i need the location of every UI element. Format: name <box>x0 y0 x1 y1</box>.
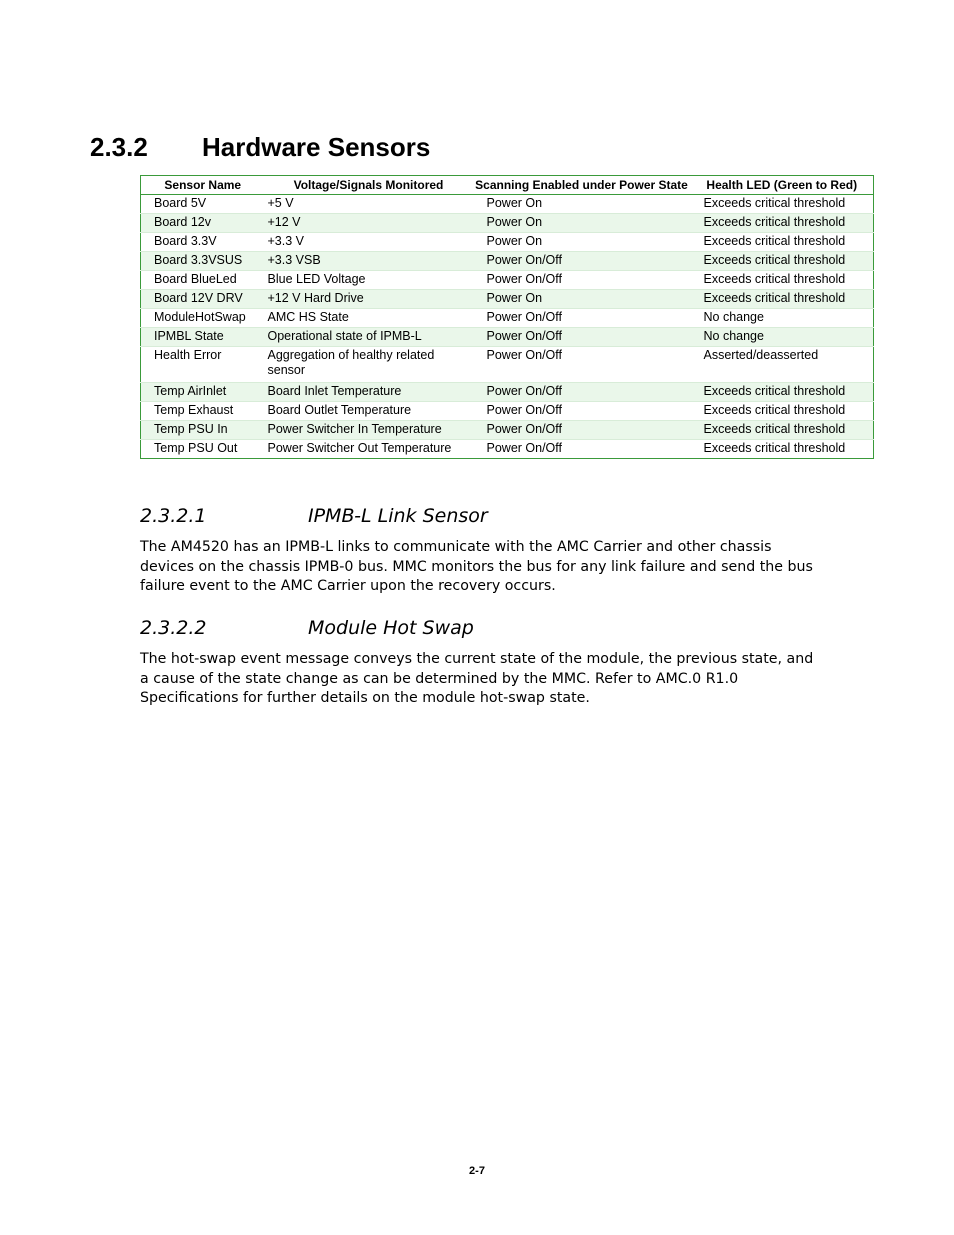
cell-sensor-name: Board 12v <box>141 214 265 233</box>
subsection-heading-hot-swap <box>140 616 474 640</box>
cell-sensor-name: ModuleHotSwap <box>141 309 265 328</box>
table-row <box>141 347 874 383</box>
cell-power-state: Power On <box>473 195 691 214</box>
table-row <box>141 421 874 440</box>
cell-power-state: Power On/Off <box>473 309 691 328</box>
cell-power-state: Power On/Off <box>473 347 691 383</box>
table-row <box>141 309 874 328</box>
subsection-number: 2.3.2.2 <box>140 617 207 639</box>
cell-sensor-name: Board 3.3VSUS <box>141 252 265 271</box>
cell-health-led: Exceeds critical threshold <box>691 383 874 402</box>
cell-health-led: Exceeds critical threshold <box>691 440 874 459</box>
header-voltage-signals: Voltage/Signals Monitored <box>265 176 473 195</box>
cell-health-led: Asserted/deasserted <box>691 347 874 383</box>
cell-sensor-name: Temp Exhaust <box>141 402 265 421</box>
cell-power-state: Power On <box>473 214 691 233</box>
cell-sensor-name: Board 5V <box>141 195 265 214</box>
table-row <box>141 402 874 421</box>
cell-health-led: Exceeds critical threshold <box>691 214 874 233</box>
cell-signal: Aggregation of healthy related sensor <box>265 347 473 383</box>
header-scanning-power-state: Scanning Enabled under Power State <box>473 176 691 195</box>
section-heading <box>90 128 430 166</box>
cell-power-state: Power On/Off <box>473 328 691 347</box>
table-row <box>141 252 874 271</box>
cell-sensor-name: Temp AirInlet <box>141 383 265 402</box>
cell-signal: Board Outlet Temperature <box>265 402 473 421</box>
table-row <box>141 383 874 402</box>
cell-health-led: No change <box>691 309 874 328</box>
subsection-title: Module Hot Swap <box>308 617 474 639</box>
cell-health-led: No change <box>691 328 874 347</box>
subsection-title: IPMB-L Link Sensor <box>308 505 488 527</box>
cell-sensor-name: Health Error <box>141 347 265 383</box>
table-row <box>141 271 874 290</box>
table-row <box>141 233 874 252</box>
cell-power-state: Power On/Off <box>473 421 691 440</box>
table-row <box>141 214 874 233</box>
cell-power-state: Power On/Off <box>473 402 691 421</box>
cell-power-state: Power On/Off <box>473 383 691 402</box>
cell-signal: AMC HS State <box>265 309 473 328</box>
cell-sensor-name: Temp PSU Out <box>141 440 265 459</box>
cell-signal: +3.3 VSB <box>265 252 473 271</box>
cell-health-led: Exceeds critical threshold <box>691 271 874 290</box>
cell-power-state: Power On/Off <box>473 252 691 271</box>
cell-power-state: Power On/Off <box>473 271 691 290</box>
cell-signal: +12 V Hard Drive <box>265 290 473 309</box>
cell-health-led: Exceeds critical threshold <box>691 421 874 440</box>
cell-signal: +5 V <box>265 195 473 214</box>
subsection-heading-ipmb-l <box>140 504 488 528</box>
cell-signal: Power Switcher Out Temperature <box>265 440 473 459</box>
table-row <box>141 195 874 214</box>
cell-health-led: Exceeds critical threshold <box>691 290 874 309</box>
header-health-led: Health LED (Green to Red) <box>691 176 874 195</box>
header-sensor-name: Sensor Name <box>141 176 265 195</box>
cell-health-led: Exceeds critical threshold <box>691 195 874 214</box>
subsection-number: 2.3.2.1 <box>140 505 207 527</box>
paragraph-hot-swap: The hot-swap event message conveys the current state of the module, the previous state, and a cause of the state change as can be determined by the MMC. Refer to AMC.0 R1.0 Specifications for further details on the module hot-swap state. <box>140 651 814 707</box>
table-row <box>141 290 874 309</box>
cell-signal: +3.3 V <box>265 233 473 252</box>
cell-signal: Power Switcher In Temperature <box>265 421 473 440</box>
cell-power-state: Power On <box>473 233 691 252</box>
cell-signal: Board Inlet Temperature <box>265 383 473 402</box>
table-row <box>141 328 874 347</box>
hardware-sensors-table <box>140 175 874 459</box>
section-number: 2.3.2 <box>90 132 148 162</box>
table-header-row <box>141 176 874 195</box>
page-number: 2-7 <box>469 1165 485 1177</box>
cell-sensor-name: Temp PSU In <box>141 421 265 440</box>
cell-power-state: Power On/Off <box>473 440 691 459</box>
cell-health-led: Exceeds critical threshold <box>691 252 874 271</box>
cell-signal: +12 V <box>265 214 473 233</box>
section-title: Hardware Sensors <box>202 132 431 162</box>
cell-sensor-name: Board BlueLed <box>141 271 265 290</box>
cell-signal: Operational state of IPMB-L <box>265 328 473 347</box>
cell-power-state: Power On <box>473 290 691 309</box>
cell-signal: Blue LED Voltage <box>265 271 473 290</box>
cell-health-led: Exceeds critical threshold <box>691 402 874 421</box>
paragraph-ipmb-l: The AM4520 has an IPMB-L links to communicate with the AMC Carrier and other chassis devices on the chassis IPMB-0 bus. MMC monitors the bus for any link failure and send the bus failure event to the AMC Carrier upon the recovery occurs. <box>140 539 813 595</box>
cell-sensor-name: IPMBL State <box>141 328 265 347</box>
table-row <box>141 440 874 459</box>
cell-sensor-name: Board 3.3V <box>141 233 265 252</box>
cell-sensor-name: Board 12V DRV <box>141 290 265 309</box>
cell-health-led: Exceeds critical threshold <box>691 233 874 252</box>
